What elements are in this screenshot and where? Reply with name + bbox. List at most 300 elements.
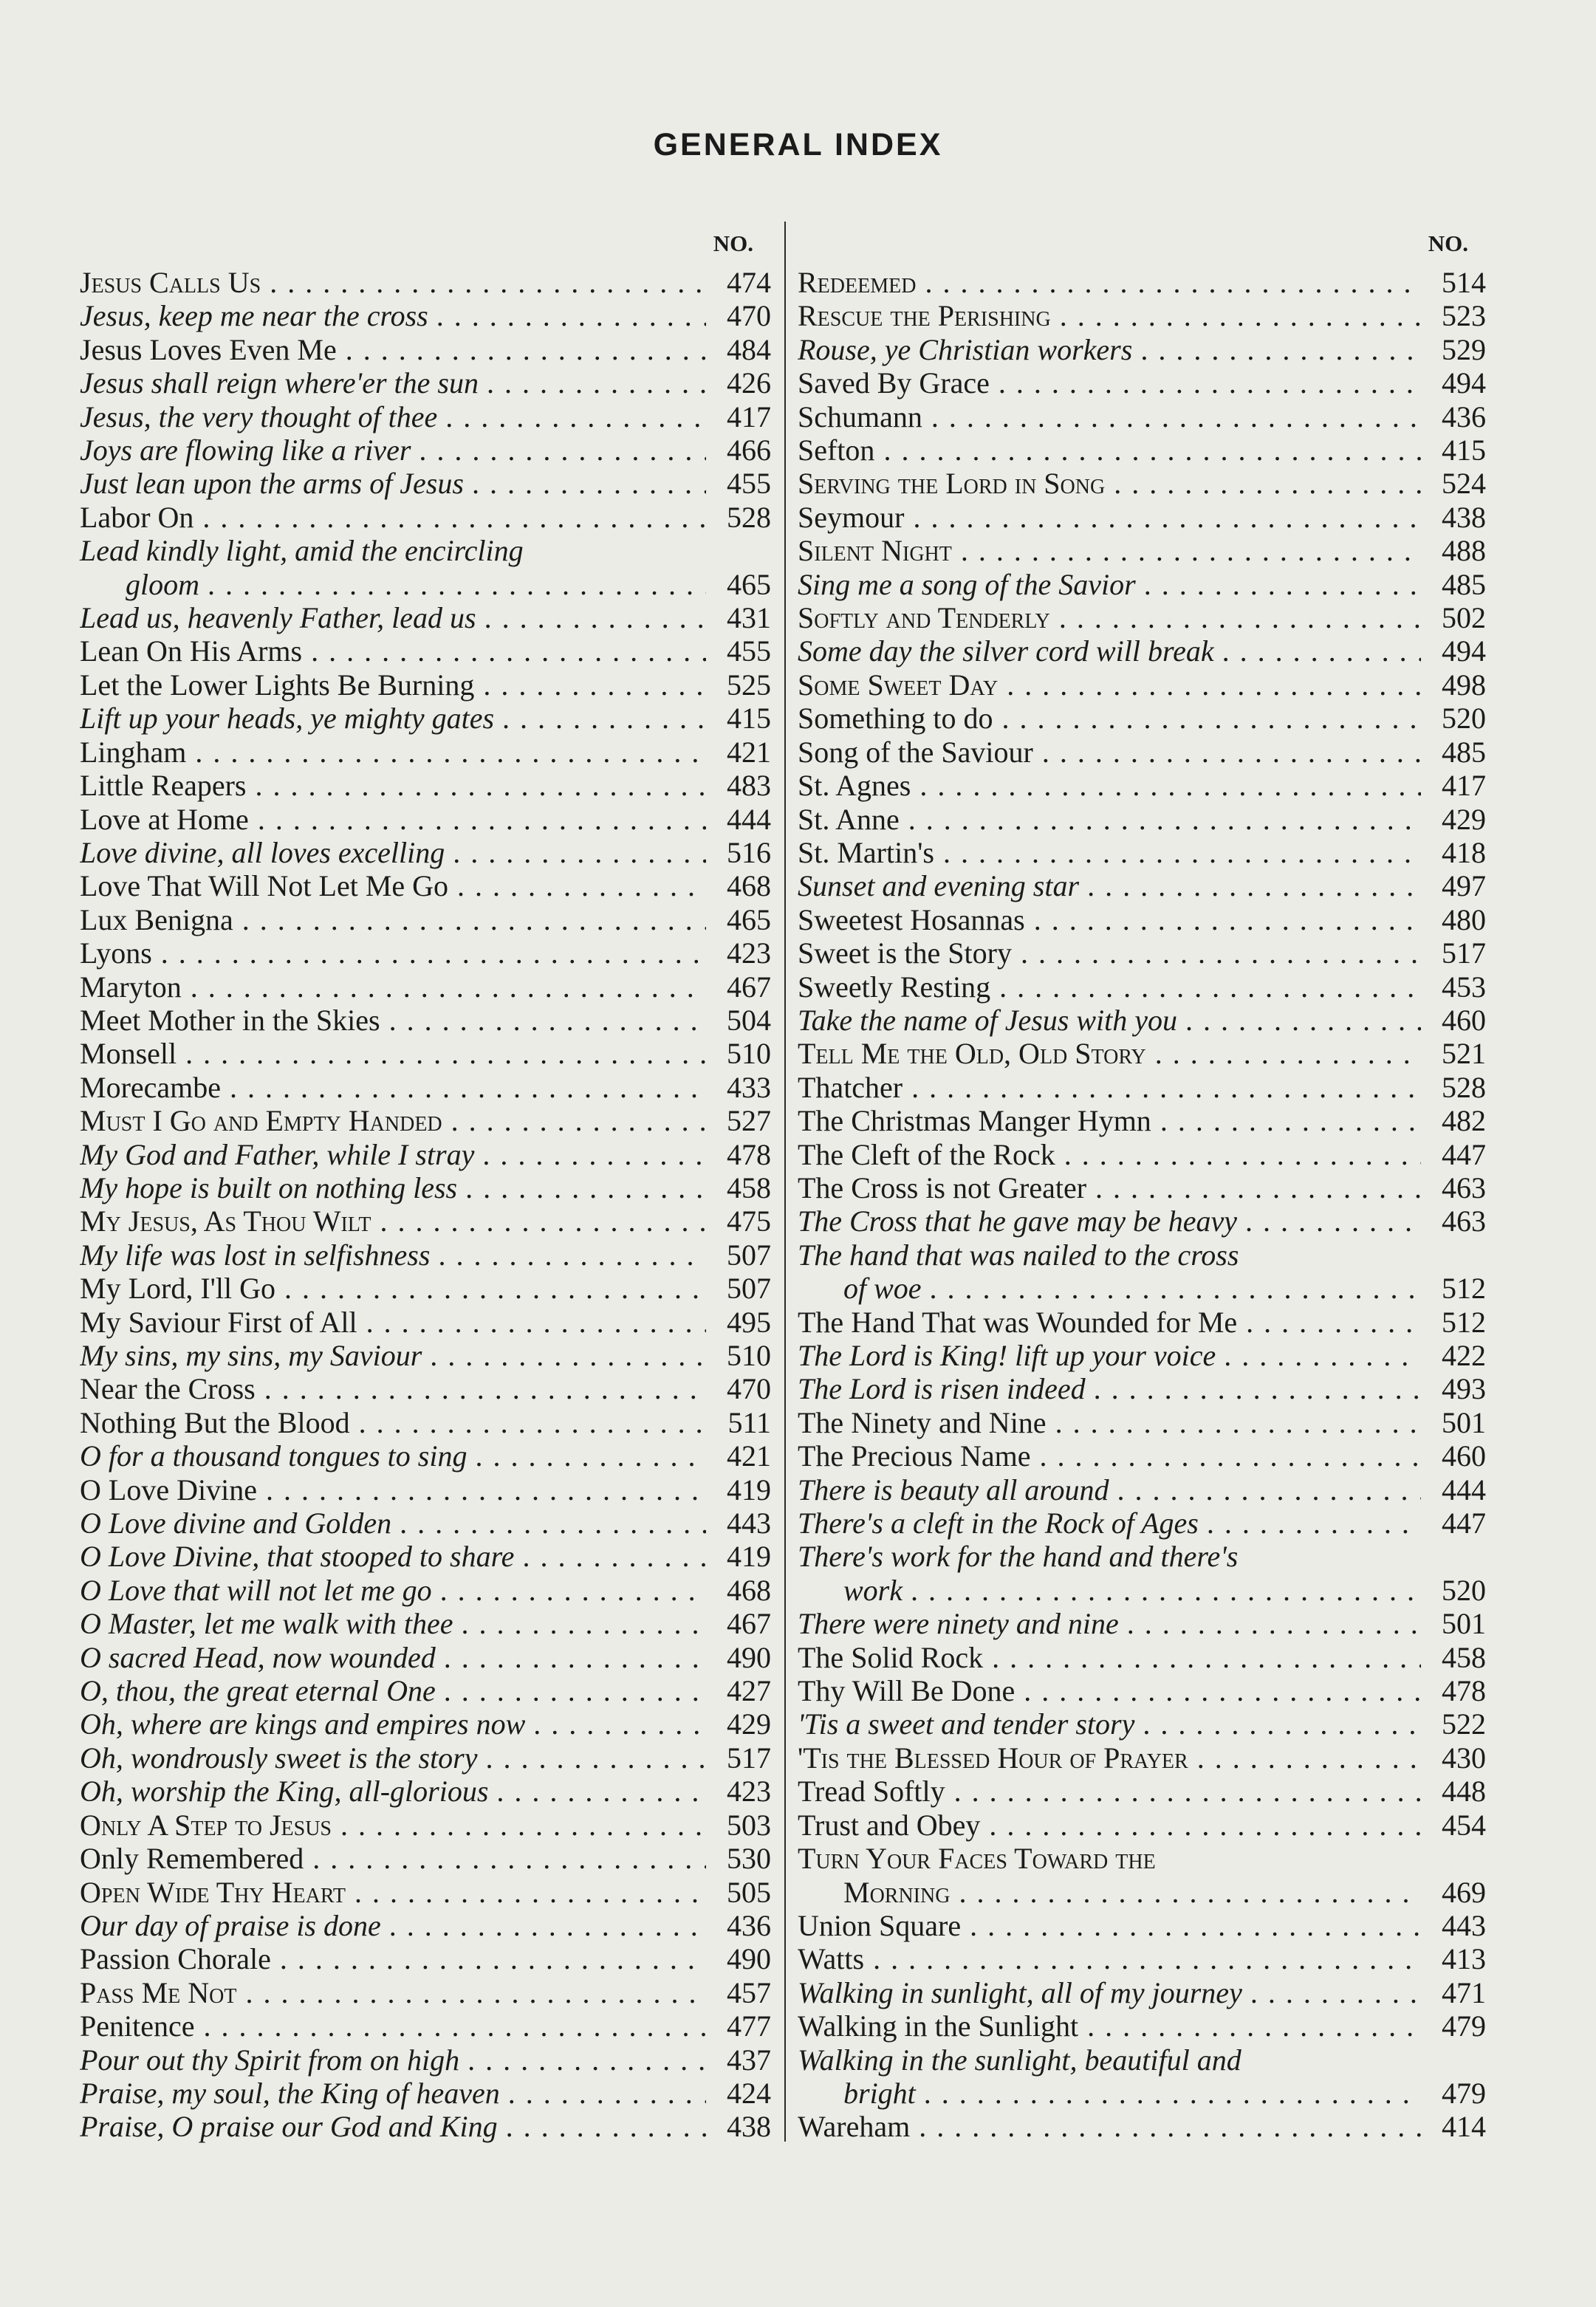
index-entry-title: Only A Step to Jesus . . . xyxy=(80,1809,706,1842)
index-entry-title: Rouse, ye Christian workers . . . xyxy=(798,333,1421,366)
hymn-number: 488 xyxy=(1442,534,1486,568)
index-entry-title: Meet Mother in the Skies . . . xyxy=(80,1004,706,1037)
index-entry-title: Redeemed . . . xyxy=(798,266,1421,299)
index-entry xyxy=(80,1809,771,1842)
index-entry xyxy=(80,1339,771,1372)
hymn-number: 474 xyxy=(727,266,771,299)
index-entry-title: Schumann . . . xyxy=(798,400,1421,433)
index-entry xyxy=(80,266,771,299)
hymn-number: 423 xyxy=(727,1775,771,1809)
index-entry xyxy=(80,1641,771,1674)
hymn-number: 466 xyxy=(727,433,771,467)
hymn-number: 511 xyxy=(727,1405,771,1439)
index-entry-title: There's a cleft in the Rock of Ages . . . xyxy=(798,1506,1421,1540)
index-entry xyxy=(798,1439,1486,1473)
hymn-number: 424 xyxy=(727,2076,771,2110)
hymn-number: 458 xyxy=(1442,1640,1486,1674)
index-entry xyxy=(798,2077,1486,2110)
hymn-number: 431 xyxy=(727,601,771,635)
number-column-header: NO. xyxy=(713,230,753,256)
hymn-number: 415 xyxy=(1442,433,1486,467)
index-entry xyxy=(798,299,1486,332)
index-entry xyxy=(798,1976,1486,2009)
hymn-number: 429 xyxy=(727,1707,771,1741)
index-column-left xyxy=(80,222,771,2142)
hymn-number: 480 xyxy=(1442,902,1486,936)
hymn-number: 465 xyxy=(727,902,771,936)
index-entry xyxy=(798,1372,1486,1405)
index-entry xyxy=(80,736,771,769)
index-entry xyxy=(80,568,771,601)
hymn-number: 417 xyxy=(1442,769,1486,803)
index-entry xyxy=(798,333,1486,366)
index-entry-title: Seymour . . . xyxy=(798,501,1421,534)
index-entry xyxy=(80,366,771,400)
hymn-number: 419 xyxy=(727,1473,771,1506)
index-entry xyxy=(798,1004,1486,1037)
hymn-number: 495 xyxy=(727,1305,771,1339)
hymn-number: 417 xyxy=(727,400,771,433)
index-entry xyxy=(798,1406,1486,1439)
hymn-number: 437 xyxy=(727,2043,771,2077)
index-entry-title: Sweetest Hosannas . . . xyxy=(798,903,1421,936)
index-entry xyxy=(80,970,771,1004)
index-entry-title: Maryton . . . xyxy=(80,970,706,1004)
index-entry-title: Wareham . . . xyxy=(798,2110,1421,2143)
hymn-number: 460 xyxy=(1442,1003,1486,1037)
index-entry xyxy=(80,1238,771,1272)
hymn-number: 497 xyxy=(1442,869,1486,903)
hymn-number: 455 xyxy=(727,634,771,668)
index-entry xyxy=(798,568,1486,601)
index-entry-title: My Lord, I'll Go . . . xyxy=(80,1272,706,1305)
index-entry-title: Rescue the Perishing . . . xyxy=(798,299,1421,332)
hymn-number: 516 xyxy=(727,835,771,869)
index-entry xyxy=(80,1540,771,1573)
index-entry-title: My life was lost in selfishness . . . xyxy=(80,1238,706,1272)
index-entry xyxy=(798,1641,1486,1674)
hymn-number: 443 xyxy=(1442,1908,1486,1942)
index-entry-title-continued: of woe . . . xyxy=(798,1272,1421,1305)
index-entry xyxy=(80,501,771,534)
index-entry-title: The Cleft of the Rock . . . xyxy=(798,1138,1421,1171)
index-entry-title: Nothing But the Blood . . . xyxy=(80,1406,706,1439)
index-entry-title: There's work for the hand and there's xyxy=(798,1540,1239,1574)
hymn-number: 498 xyxy=(1442,668,1486,702)
index-entry xyxy=(80,1506,771,1540)
index-entry xyxy=(798,601,1486,634)
index-entry xyxy=(798,400,1486,433)
hymn-number: 494 xyxy=(1442,366,1486,400)
index-entry-title: The Solid Rock . . . xyxy=(798,1641,1421,1674)
hymn-number: 502 xyxy=(1442,601,1486,635)
hymn-number: 514 xyxy=(1442,266,1486,299)
hymn-number: 455 xyxy=(727,467,771,501)
index-entry xyxy=(798,936,1486,970)
index-entry-title: Monsell . . . xyxy=(80,1037,706,1070)
index-entry xyxy=(798,1741,1486,1775)
index-entry-title: Tread Softly . . . xyxy=(798,1775,1421,1808)
index-entry xyxy=(80,601,771,634)
hymn-number: 517 xyxy=(1442,936,1486,970)
index-entry-title: There is beauty all around . . . xyxy=(798,1473,1421,1506)
index-entry xyxy=(798,668,1486,702)
hymn-number: 463 xyxy=(1442,1170,1486,1204)
index-entry-title: O Love Divine, that stooped to share . . . xyxy=(80,1540,706,1573)
index-entry-title: Union Square . . . xyxy=(798,1909,1421,1942)
hymn-number: 527 xyxy=(727,1104,771,1138)
index-entry-title: St. Martin's . . . xyxy=(798,836,1421,869)
index-entry-title: My hope is built on nothing less . . . xyxy=(80,1171,706,1204)
index-entry-title: Jesus Loves Even Me . . . xyxy=(80,333,706,366)
hymn-number: 458 xyxy=(727,1170,771,1204)
hymn-number: 422 xyxy=(1442,1339,1486,1372)
hymn-number: 468 xyxy=(727,869,771,903)
hymn-number: 520 xyxy=(1442,702,1486,736)
hymn-number: 490 xyxy=(727,1942,771,1976)
index-entry xyxy=(798,1104,1486,1137)
hymn-number: 467 xyxy=(727,970,771,1004)
hymn-number: 523 xyxy=(1442,299,1486,333)
hymn-number: 430 xyxy=(1442,1741,1486,1775)
hymn-number: 444 xyxy=(727,802,771,836)
index-entry-title-continued: bright . . . xyxy=(798,2077,1421,2110)
index-entry-title: Morecambe . . . xyxy=(80,1071,706,1104)
index-entry-title: Must I Go and Empty Handed . . . xyxy=(80,1104,706,1137)
hymn-number: 483 xyxy=(727,769,771,803)
index-entry-title: My God and Father, while I stray . . . xyxy=(80,1138,706,1171)
hymn-number: 522 xyxy=(1442,1707,1486,1741)
index-entry xyxy=(80,1707,771,1741)
index-entry-title: Trust and Obey . . . xyxy=(798,1809,1421,1842)
index-entry-title: Jesus shall reign where'er the sun . . . xyxy=(80,366,706,400)
index-entry-title: Saved By Grace . . . xyxy=(798,366,1421,400)
index-entry xyxy=(798,803,1486,836)
hymn-number: 413 xyxy=(1442,1942,1486,1976)
index-entry xyxy=(798,501,1486,534)
index-entry-title: Labor On . . . xyxy=(80,501,706,534)
hymn-number: 504 xyxy=(727,1003,771,1037)
index-entry-title: Sunset and evening star . . . xyxy=(798,869,1421,902)
index-entry xyxy=(80,299,771,332)
index-entry xyxy=(798,1339,1486,1372)
index-entry-title: Softly and Tenderly . . . xyxy=(798,601,1421,634)
index-entry xyxy=(80,2009,771,2043)
index-entry-title: Walking in the Sunlight . . . xyxy=(798,2009,1421,2043)
hymn-number: 505 xyxy=(727,1875,771,1909)
index-entry-title: The Christmas Manger Hymn . . . xyxy=(798,1104,1421,1137)
index-entry-title: Jesus, the very thought of thee . . . xyxy=(80,400,706,433)
index-entry-title: 'Tis the Blessed Hour of Prayer . . . xyxy=(798,1741,1421,1775)
index-entry xyxy=(798,1707,1486,1741)
index-entry-title: Take the name of Jesus with you . . . xyxy=(798,1004,1421,1037)
index-entry-title: Song of the Saviour . . . xyxy=(798,736,1421,769)
index-entry-title: 'Tis a sweet and tender story . . . xyxy=(798,1707,1421,1741)
index-entry xyxy=(80,1473,771,1506)
index-entry xyxy=(80,1037,771,1070)
index-entry xyxy=(798,970,1486,1004)
index-entry-title: My Jesus, As Thou Wilt . . . xyxy=(80,1204,706,1238)
index-entry-title: Only Remembered . . . xyxy=(80,1842,706,1875)
index-entry-title: Pour out thy Spirit from on high . . . xyxy=(80,2043,706,2077)
hymn-number: 460 xyxy=(1442,1439,1486,1473)
index-entry xyxy=(80,2043,771,2077)
index-entry xyxy=(80,1909,771,1942)
index-entry xyxy=(80,1104,771,1137)
index-list-left xyxy=(80,266,771,2144)
index-entry xyxy=(798,1204,1486,1238)
index-entry-title: Oh, wondrously sweet is the story . . . xyxy=(80,1741,706,1775)
hymn-number: 485 xyxy=(1442,567,1486,601)
index-entry xyxy=(80,1574,771,1607)
hymn-number: 415 xyxy=(727,702,771,736)
index-entry xyxy=(80,1976,771,2009)
hymn-number: 470 xyxy=(727,299,771,333)
column-divider xyxy=(784,222,786,2142)
index-entry-title: The Ninety and Nine . . . xyxy=(798,1406,1421,1439)
hymn-number: 524 xyxy=(1442,467,1486,501)
index-entry xyxy=(80,1942,771,1975)
hymn-number: 454 xyxy=(1442,1808,1486,1842)
index-entry xyxy=(798,736,1486,769)
hymn-number: 528 xyxy=(727,500,771,534)
hymn-number: 478 xyxy=(727,1137,771,1171)
index-entry xyxy=(80,1004,771,1037)
hymn-number: 463 xyxy=(1442,1204,1486,1238)
index-entry-title: My Saviour First of All . . . xyxy=(80,1306,706,1339)
index-entry-title: Something to do . . . xyxy=(798,702,1421,735)
index-entry-title: Pass Me Not . . . xyxy=(80,1976,706,2009)
index-entry-title: Sweetly Resting . . . xyxy=(798,970,1421,1004)
index-entry-title: Sweet is the Story . . . xyxy=(798,936,1421,970)
index-entry xyxy=(80,2110,771,2143)
index-entry-title: O, thou, the great eternal One . . . xyxy=(80,1674,706,1707)
hymn-number: 512 xyxy=(1442,1305,1486,1339)
index-entry xyxy=(798,2009,1486,2043)
hymn-number: 510 xyxy=(727,1037,771,1071)
index-entry xyxy=(798,1171,1486,1204)
index-entry-title: The Precious Name . . . xyxy=(798,1439,1421,1473)
index-entry-title: Oh, where are kings and empires now . . . xyxy=(80,1707,706,1741)
index-entry xyxy=(80,467,771,500)
index-entry xyxy=(798,1674,1486,1707)
index-entry xyxy=(798,1473,1486,1506)
hymn-number: 510 xyxy=(727,1339,771,1372)
index-entry-title: Let the Lower Lights Be Burning . . . xyxy=(80,668,706,702)
index-entry-title: Jesus, keep me near the cross . . . xyxy=(80,299,706,332)
index-entry-title: Lead us, heavenly Father, lead us . . . xyxy=(80,601,706,634)
hymn-number: 530 xyxy=(727,1842,771,1876)
index-entry-title: Love divine, all loves excelling . . . xyxy=(80,836,706,869)
index-entry xyxy=(80,1775,771,1808)
hymn-number: 517 xyxy=(727,1741,771,1775)
index-entry-title: Passion Chorale . . . xyxy=(80,1942,706,1975)
index-entry xyxy=(798,1306,1486,1339)
index-entry-title: O for a thousand tongues to sing . . . xyxy=(80,1439,706,1473)
index-entry-title: The hand that was nailed to the cross xyxy=(798,1238,1239,1272)
hymn-number: 484 xyxy=(727,332,771,366)
index-entry xyxy=(798,1809,1486,1842)
index-entry-title: O Love that will not let me go . . . xyxy=(80,1574,706,1607)
index-entry xyxy=(80,1272,771,1305)
index-entry-title: O Master, let me walk with thee . . . xyxy=(80,1607,706,1640)
index-entry-title: The Cross that he gave may be heavy . . . xyxy=(798,1204,1421,1238)
index-entry xyxy=(798,266,1486,299)
hymn-number: 485 xyxy=(1442,735,1486,769)
index-entry-title: Open Wide Thy Heart . . . xyxy=(80,1876,706,1909)
hymn-number: 433 xyxy=(727,1070,771,1104)
hymn-number: 468 xyxy=(727,1573,771,1607)
hymn-number: 465 xyxy=(727,567,771,601)
index-entry-title: Jesus Calls Us . . . xyxy=(80,266,706,299)
hymn-number: 528 xyxy=(1442,1070,1486,1104)
index-entry xyxy=(798,1037,1486,1070)
index-entry xyxy=(798,1607,1486,1640)
hymn-number: 520 xyxy=(1442,1573,1486,1607)
index-entry-title: The Lord is risen indeed . . . xyxy=(798,1372,1421,1405)
hymn-number: 470 xyxy=(727,1372,771,1406)
index-entry xyxy=(798,769,1486,802)
index-entry-title-continued: gloom . . . xyxy=(80,568,706,601)
index-entry xyxy=(80,1406,771,1439)
index-entry xyxy=(80,668,771,702)
index-entry xyxy=(798,1506,1486,1540)
index-entry-title: Praise, my soul, the King of heaven . . . xyxy=(80,2077,706,2110)
index-entry-title: Some day the silver cord will break . . . xyxy=(798,634,1421,668)
index-entry-title: Praise, O praise our God and King . . . xyxy=(80,2110,706,2143)
index-entry-title: Lux Benigna . . . xyxy=(80,903,706,936)
hymn-number: 426 xyxy=(727,366,771,400)
index-entry xyxy=(798,1138,1486,1171)
index-entry-title: Thatcher . . . xyxy=(798,1071,1421,1104)
index-entry xyxy=(80,1607,771,1640)
index-list-right xyxy=(798,266,1486,2144)
index-entry-title: Sing me a song of the Savior . . . xyxy=(798,568,1421,601)
index-entry xyxy=(798,1071,1486,1104)
hymn-number: 447 xyxy=(1442,1137,1486,1171)
hymn-number: 493 xyxy=(1442,1372,1486,1406)
index-entry xyxy=(80,836,771,869)
index-entry-title: Joys are flowing like a river . . . xyxy=(80,433,706,467)
index-entry xyxy=(80,2077,771,2110)
number-column-header: NO. xyxy=(1428,230,1468,256)
index-entry xyxy=(80,1842,771,1875)
index-entry-title: The Hand That was Wounded for Me . . . xyxy=(798,1306,1421,1339)
hymn-number: 429 xyxy=(1442,802,1486,836)
index-entry xyxy=(80,634,771,668)
hymn-number: 421 xyxy=(727,1439,771,1473)
index-entry xyxy=(798,903,1486,936)
hymn-number: 501 xyxy=(1442,1607,1486,1641)
index-entry xyxy=(798,1775,1486,1808)
hymn-number: 444 xyxy=(1442,1473,1486,1506)
hymn-number: 419 xyxy=(727,1540,771,1574)
index-entry-title: Lingham . . . xyxy=(80,736,706,769)
hymn-number: 418 xyxy=(1442,835,1486,869)
index-entry xyxy=(798,2110,1486,2143)
hymn-number: 507 xyxy=(727,1272,771,1306)
index-entry xyxy=(798,1909,1486,1942)
index-entry xyxy=(798,1942,1486,1975)
index-entry-title: O sacred Head, now wounded . . . xyxy=(80,1641,706,1674)
index-entry-title: Walking in the sunlight, beautiful and xyxy=(798,2043,1241,2077)
index-entry-title: Love at Home . . . xyxy=(80,803,706,836)
index-entry xyxy=(798,1876,1486,1909)
index-entry xyxy=(80,1204,771,1238)
index-entry-title-continued: Morning . . . xyxy=(798,1876,1421,1909)
index-entry-title-continued: work . . . xyxy=(798,1574,1421,1607)
index-entry xyxy=(80,433,771,467)
hymn-number: 427 xyxy=(727,1674,771,1708)
index-entry xyxy=(798,366,1486,400)
index-entry xyxy=(80,1439,771,1473)
hymn-number: 447 xyxy=(1442,1506,1486,1540)
index-entry-title: Some Sweet Day . . . xyxy=(798,668,1421,702)
index-entry xyxy=(80,702,771,735)
index-entry xyxy=(80,903,771,936)
index-entry xyxy=(798,467,1486,500)
hymn-number: 436 xyxy=(727,1908,771,1942)
index-entry-title: Thy Will Be Done . . . xyxy=(798,1674,1421,1707)
index-entry-title: Oh, worship the King, all-glorious . . . xyxy=(80,1775,706,1808)
index-entry-title: Our day of praise is done . . . xyxy=(80,1909,706,1942)
hymn-number: 438 xyxy=(727,2110,771,2144)
index-entry-title: There were ninety and nine . . . xyxy=(798,1607,1421,1640)
index-entry-title: Lead kindly light, amid the encircling xyxy=(80,534,524,568)
index-entry-title: The Cross is not Greater . . . xyxy=(798,1171,1421,1204)
page-title: GENERAL INDEX xyxy=(653,127,943,162)
index-entry-title: St. Agnes . . . xyxy=(798,769,1421,802)
index-entry-title: Watts . . . xyxy=(798,1942,1421,1975)
hymn-number: 479 xyxy=(1442,2009,1486,2043)
index-entry xyxy=(80,936,771,970)
index-entry-title: Lean On His Arms . . . xyxy=(80,634,706,668)
hymn-number: 471 xyxy=(1442,1975,1486,2009)
index-entry xyxy=(798,1574,1486,1607)
hymn-number: 503 xyxy=(727,1808,771,1842)
index-entry xyxy=(80,1306,771,1339)
hymn-number: 521 xyxy=(1442,1037,1486,1071)
hymn-number: 494 xyxy=(1442,634,1486,668)
index-entry xyxy=(80,1171,771,1204)
hymn-number: 438 xyxy=(1442,500,1486,534)
index-entry-title: O Love divine and Golden . . . xyxy=(80,1506,706,1540)
hymn-number: 448 xyxy=(1442,1775,1486,1809)
index-entry xyxy=(798,869,1486,902)
index-entry xyxy=(80,769,771,802)
index-entry xyxy=(80,869,771,902)
hymn-number: 436 xyxy=(1442,400,1486,433)
index-entry xyxy=(80,1876,771,1909)
index-entry xyxy=(80,1674,771,1707)
index-entry-title: O Love Divine . . . xyxy=(80,1473,706,1506)
index-entry-title: My sins, my sins, my Saviour . . . xyxy=(80,1339,706,1372)
hymn-number: 478 xyxy=(1442,1674,1486,1708)
index-entry xyxy=(798,534,1486,567)
index-entry xyxy=(80,1372,771,1405)
index-entry-title: Turn Your Faces Toward the xyxy=(798,1842,1156,1876)
index-entry-title: Love That Will Not Let Me Go . . . xyxy=(80,869,706,902)
hymn-number: 443 xyxy=(727,1506,771,1540)
index-entry-title: Tell Me the Old, Old Story . . . xyxy=(798,1037,1421,1070)
hymn-number: 501 xyxy=(1442,1405,1486,1439)
hymn-number: 469 xyxy=(1442,1875,1486,1909)
hymn-number: 453 xyxy=(1442,970,1486,1004)
index-entry-title: Silent Night . . . xyxy=(798,534,1421,567)
index-column-right xyxy=(798,222,1486,2142)
index-entry xyxy=(798,836,1486,869)
hymn-number: 512 xyxy=(1442,1272,1486,1306)
